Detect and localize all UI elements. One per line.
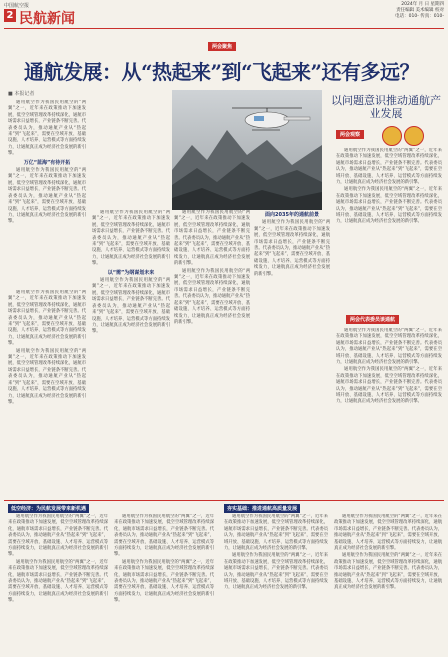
- body-paragraph: 通用航空作为我国民用航空的“两翼”之一，近年来在政策推动下加速发展，低空空域管理改革持续深化，通航市场需求日益增长，产业链条不断完善。代表委员认为，推动通航产业从“热起来”到“飞起来”，需要在空域开放、基础设施、人才培养、运营模式等方面持续发力，让通航真正成为经济社会发展的新引擎。: [174, 210, 250, 267]
- lead-paragraph: 通用航空作为我国民用航空的“两翼”之一，近年来在政策推动下加速发展，低空空域管理改革持续深化，通航市场需求日益增长，产业链条不断完善。代表委员认为，推动通航产业从“热起来”到“飞起来”，需要在空域开放、基础设施、人才培养、运营模式等方面持续发力，让通航真正成为经济社会发展的新引擎。: [8, 100, 86, 157]
- middle-column-2: [174, 210, 250, 490]
- masthead: [4, 2, 444, 29]
- middle-column-3: [254, 210, 330, 490]
- body-paragraph: 通用航空作为我国民用航空的“两翼”之一，近年来在政策推动下加速发展，低空空域管理改革持续深化，通航市场需求日益增长，产业链条不断完善。代表委员认为，推动通航产业从“热起来”到“飞起来”，需要在空域开放、基础设施、人才培养、运营模式等方面持续发力，让通航真正成为经济社会发展的新引擎。: [334, 514, 442, 552]
- mascot-icon: [404, 126, 424, 146]
- sidebar-tag: 两会观察: [336, 130, 364, 139]
- body-paragraph: 通用航空作为我国民用航空的“两翼”之一，近年来在政策推动下加速发展，低空空域管理改革持续深化，通航市场需求日益增长，产业链条不断完善。代表委员认为，推动通航产业从“热起来”到“飞起来”，需要在空域开放、基础设施、人才培养、运营模式等方面持续发力，让通航真正成为经济社会发展的新引擎。: [334, 553, 442, 591]
- top-tag: 两会聚焦: [208, 42, 236, 51]
- helicopter-photo: [172, 90, 322, 210]
- bottom-right-tag: 两会代表委员谈通航: [346, 315, 399, 324]
- sidebar-title: 以问题意识推动通航产业发展: [331, 94, 441, 120]
- body-paragraph: 通用航空作为我国民用航空的“两翼”之一，近年来在政策推动下加速发展，低空空域管理改革持续深化，通航市场需求日益增长，产业链条不断完善。代表委员认为，推动通航产业从“热起来”到“飞起来”，需要在空域开放、基础设施、人才培养、运营模式等方面持续发力，让通航真正成为经济社会发展的新引擎。: [8, 168, 86, 225]
- body-paragraph: 通用航空作为我国民用航空的“两翼”之一，近年来在政策推动下加速发展，低空空域管理改革持续深化，通航市场需求日益增长，产业链条不断完善。代表委员认为，推动通航产业从“热起来”到“飞起来”，需要在空域开放、基础设施、人才培养、运营模式等方面持续发力，让通航真正成为经济社会发展的新引擎。: [336, 328, 442, 366]
- body-paragraph: 通用航空作为我国民用航空的“两翼”之一，近年来在政策推动下加速发展，低空空域管理改革持续深化，通航市场需求日益增长，产业链条不断完善。代表委员认为，推动通航产业从“热起来”到“飞起来”，需要在空域开放、基础设施、人才培养、运营模式等方面持续发力，让通航真正成为经济社会发展的新引擎。: [114, 559, 214, 604]
- editor-line: 责任编辑 美术编辑 校对: [396, 8, 444, 13]
- subhead-1: 万亿“蓝海”有待开拓: [23, 159, 71, 166]
- body-paragraph: 通用航空作为我国民用航空的“两翼”之一，近年来在政策推动下加速发展，低空空域管理改革持续深化，通航市场需求日益增长，产业链条不断完善。代表委员认为，推动通航产业从“热起来”到“飞起来”，需要在空域开放、基础设施、人才培养、运营模式等方面持续发力，让通航真正成为经济社会发展的新引擎。: [92, 210, 170, 267]
- body-paragraph: 通用航空作为我国民用航空的“两翼”之一，近年来在政策推动下加速发展，低空空域管理改革持续深化，通航市场需求日益增长，产业链条不断完善。代表委员认为，推动通航产业从“热起来”到“飞起来”，需要在空域开放、基础设施、人才培养、运营模式等方面持续发力，让通航真正成为经济社会发展的新引擎。: [8, 559, 108, 604]
- mascot-icon: [382, 126, 402, 146]
- lower-column-3: [224, 514, 328, 654]
- headline: 通航发展：从“热起来”到“飞起来”还有多远？: [24, 60, 420, 84]
- body-paragraph: 通用航空作为我国民用航空的“两翼”之一，近年来在政策推动下加速发展，低空空域管理改革持续深化，通航市场需求日益增长，产业链条不断完善。代表委员认为，推动通航产业从“热起来”到“飞起来”，需要在空域开放、基础设施、人才培养、运营模式等方面持续发力，让通航真正成为经济社会发展的新引擎。: [174, 268, 250, 325]
- body-paragraph: 通用航空作为我国民用航空的“两翼”之一，近年来在政策推动下加速发展，低空空域管理改革持续深化，通航市场需求日益增长，产业链条不断完善。代表委员认为，推动通航产业从“热起来”到“飞起来”，需要在空域开放、基础设施、人才培养、运营模式等方面持续发力，让通航真正成为经济社会发展的新引擎。: [336, 367, 442, 405]
- body-paragraph: 通用航空作为我国民用航空的“两翼”之一，近年来在政策推动下加速发展，低空空域管理改革持续深化，通航市场需求日益增长，产业链条不断完善。代表委员认为，推动通航产业从“热起来”到“飞起来”，需要在空域开放、基础设施、人才培养、运营模式等方面持续发力，让通航真正成为经济社会发展的新引擎。: [8, 290, 86, 347]
- body-paragraph: 通用航空作为我国民用航空的“两翼”之一，近年来在政策推动下加速发展，低空空域管理改革持续深化，通航市场需求日益增长，产业链条不断完善。代表委员认为，推动通航产业从“热起来”到“飞起来”，需要在空域开放、基础设施、人才培养、运营模式等方面持续发力，让通航真正成为经济社会发展的新引擎。: [336, 187, 442, 225]
- lead-column: [8, 100, 86, 290]
- middle-column-1: [92, 210, 170, 490]
- byline: ■ 本报记者: [8, 91, 35, 97]
- right-box-column: [336, 328, 442, 488]
- body-paragraph: 通用航空作为我国民用航空的“两翼”之一，近年来在政策推动下加速发展，低空空域管理改革持续深化，通航市场需求日益增长，产业链条不断完善。代表委员认为，推动通航产业从“热起来”到“飞起来”，需要在空域开放、基础设施、人才培养、运营模式等方面持续发力，让通航真正成为经济社会发展的新引擎。: [8, 348, 86, 405]
- contact-line: 电话：010- 传真：010-: [395, 14, 444, 19]
- lower-section-head-2: 夯实基础：推进通航高质量发展: [224, 504, 300, 513]
- section-divider: [4, 500, 444, 501]
- body-paragraph: 通用航空作为我国民用航空的“两翼”之一，近年来在政策推动下加速发展，低空空域管理改革持续深化，通航市场需求日益增长，产业链条不断完善。代表委员认为，推动通航产业从“热起来”到“飞起来”，需要在空域开放、基础设施、人才培养、运营模式等方面持续发力，让通航真正成为经济社会发展的新引擎。: [92, 278, 170, 335]
- body-paragraph: 通用航空作为我国民用航空的“两翼”之一，近年来在政策推动下加速发展，低空空域管理改革持续深化，通航市场需求日益增长，产业链条不断完善。代表委员认为，推动通航产业从“热起来”到“飞起来”，需要在空域开放、基础设施、人才培养、运营模式等方面持续发力，让通航真正成为经济社会发展的新引擎。: [336, 148, 442, 186]
- subhead-2: 以“需”为纲谋划未来: [107, 269, 155, 276]
- body-paragraph: 通用航空作为我国民用航空的“两翼”之一，近年来在政策推动下加速发展，低空空域管理改革持续深化，通航市场需求日益增长，产业链条不断完善。代表委员认为，推动通航产业从“热起来”到“飞起来”，需要在空域开放、基础设施、人才培养、运营模式等方面持续发力，让通航真正成为经济社会发展的新引擎。: [224, 514, 328, 552]
- section-title: 民航新闻: [19, 11, 75, 27]
- lower-column-2: [114, 514, 214, 654]
- left-column: [8, 290, 86, 500]
- publication-name: 中国航空报: [4, 3, 30, 9]
- date-line: 2024年 月 日 星期四: [401, 2, 444, 7]
- body-paragraph: 通用航空作为我国民用航空的“两翼”之一，近年来在政策推动下加速发展，低空空域管理改革持续深化，通航市场需求日益增长，产业链条不断完善。代表委员认为，推动通航产业从“热起来”到“飞起来”，需要在空域开放、基础设施、人才培养、运营模式等方面持续发力，让通航真正成为经济社会发展的新引擎。: [8, 514, 108, 558]
- body-paragraph: 通用航空作为我国民用航空的“两翼”之一，近年来在政策推动下加速发展，低空空域管理改革持续深化，通航市场需求日益增长，产业链条不断完善。代表委员认为，推动通航产业从“热起来”到“飞起来”，需要在空域开放、基础设施、人才培养、运营模式等方面持续发力，让通航真正成为经济社会发展的新引擎。: [254, 220, 330, 277]
- page-number: 2: [4, 9, 16, 22]
- lower-column-1: [8, 514, 108, 654]
- body-paragraph: 通用航空作为我国民用航空的“两翼”之一，近年来在政策推动下加速发展，低空空域管理改革持续深化，通航市场需求日益增长，产业链条不断完善。代表委员认为，推动通航产业从“热起来”到“飞起来”，需要在空域开放、基础设施、人才培养、运营模式等方面持续发力，让通航真正成为经济社会发展的新引擎。: [224, 553, 328, 591]
- body-paragraph: 通用航空作为我国民用航空的“两翼”之一，近年来在政策推动下加速发展，低空空域管理改革持续深化，通航市场需求日益增长，产业链条不断完善。代表委员认为，推动通航产业从“热起来”到“飞起来”，需要在空域开放、基础设施、人才培养、运营模式等方面持续发力，让通航真正成为经济社会发展的新引擎。: [114, 514, 214, 558]
- subhead-3: 面向2035年的通航前景: [265, 212, 319, 218]
- lower-section-head-1: 低空经济：为民航发展带来新机遇: [8, 504, 89, 513]
- sidebar-column: [336, 148, 442, 308]
- lower-column-4: [334, 514, 442, 654]
- masthead-meta: [304, 2, 444, 20]
